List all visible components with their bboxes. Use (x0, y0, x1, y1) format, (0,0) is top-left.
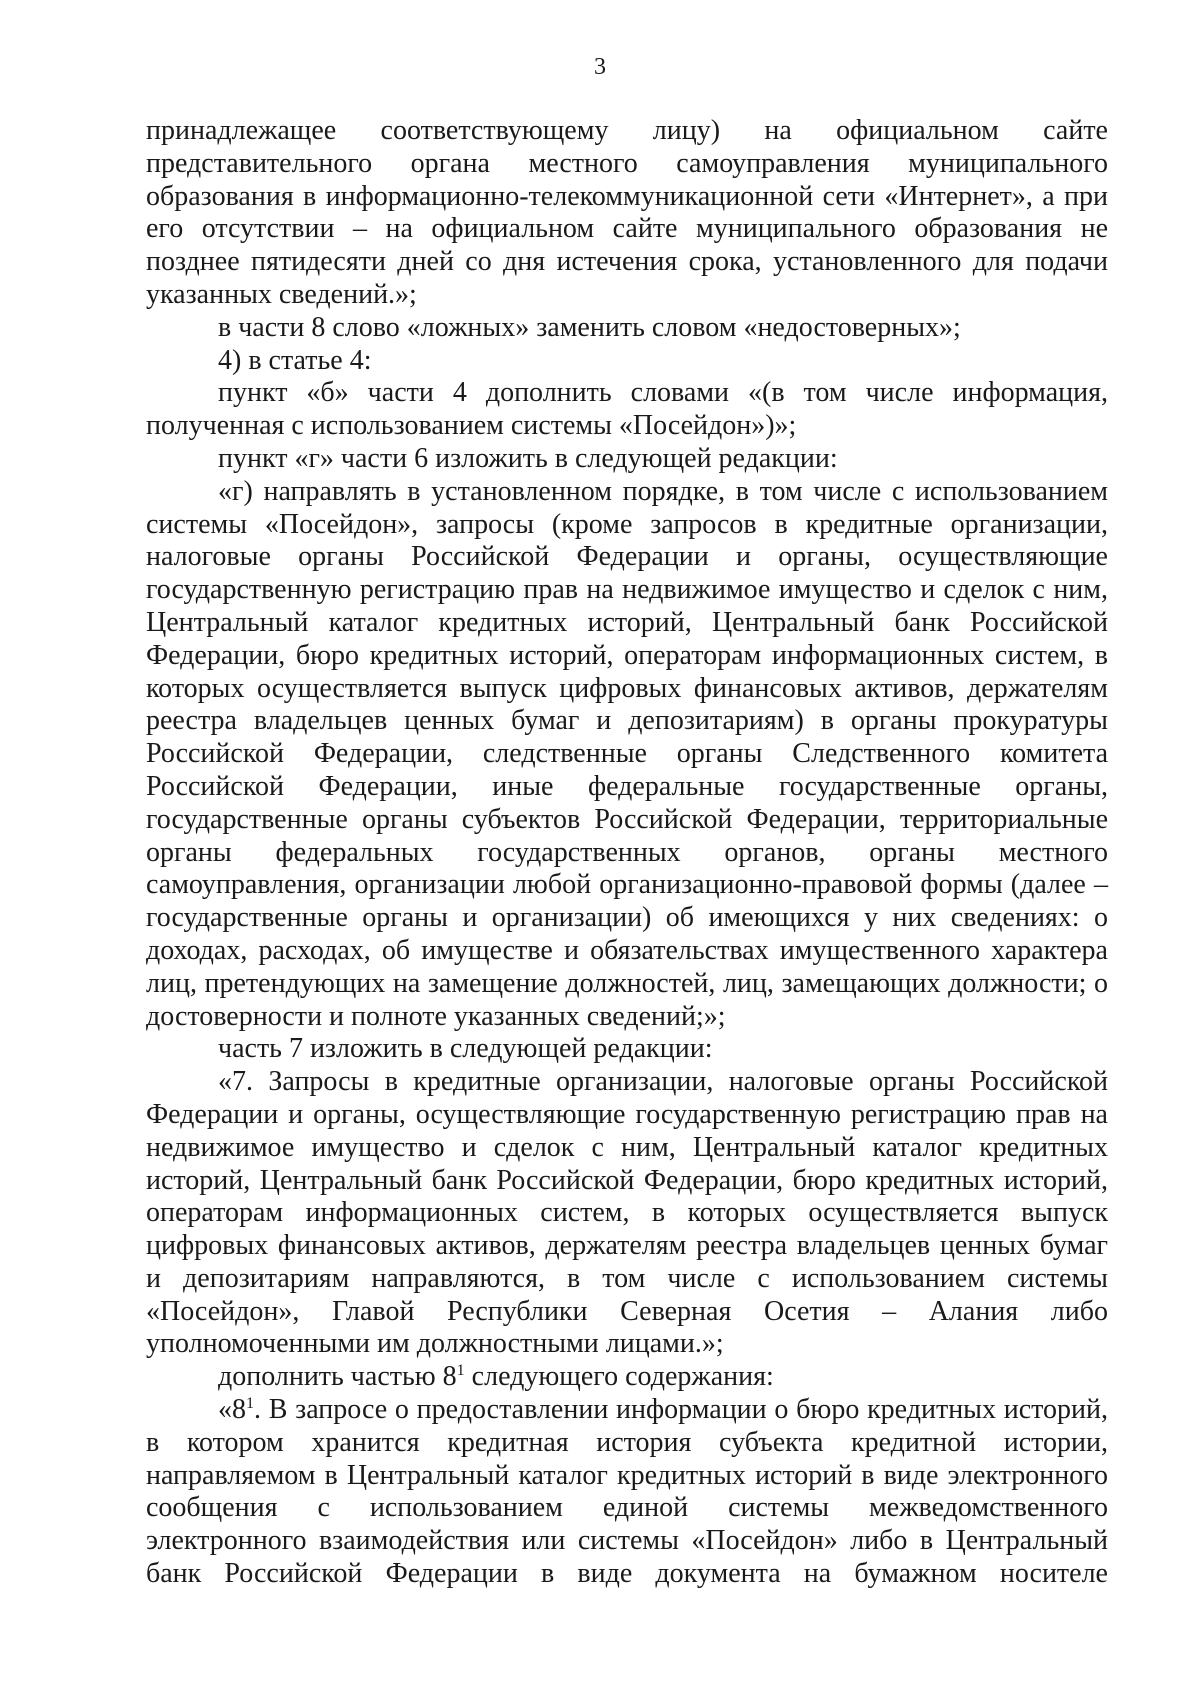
paragraph-item-b-amendment: пункт «б» части 4 дополнить словами «(в том числе информация, полученная с использованием системы «Посейдон»)»; (146, 377, 1108, 442)
document-body (146, 115, 1108, 1591)
page-number: 3 (594, 54, 606, 80)
superscript: 1 (246, 1395, 254, 1413)
paragraph-part-7-text: «7. Запросы в кредитные организации, налоговые органы Российской Федерации и органы, осуществляющие государственную регистрацию прав на недвижимое имущество и сделок с ним, Центральный каталог кредитных историй, Центральный банк Российской Федерации, бюро кредитных историй, операторам информационных систем, в которых осуществляется выпуск цифровых финансовых активов, держателям реестра владельцев ценных бумаг и депозитариям направляются, в том числе с использованием системы «Посейдон», Главой Республики Северная Осетия – Алания либо уполномоченными им должностными лицами.»; (146, 1066, 1108, 1360)
paragraph-article-4-heading: 4) в статье 4: (218, 344, 372, 376)
text-segment: . В запросе о предоставлении информации о бюро кредитных историй, в котором хранится кредитная история субъекта кредитной истории, направляемом в Центральный каталог кредитных историй в виде электронного сообщения с использованием единой системы межведомственного электронного взаимодействия или системы «Посейдон» либо в Центральный банк Российской Федерации в виде документа на бумажном носителе (146, 1394, 1108, 1590)
paragraph-part-8-1-text (146, 1394, 1108, 1591)
text-segment: следующего содержания: (464, 1361, 774, 1393)
text-segment: дополнить частью 8 (218, 1361, 457, 1393)
paragraph-continuation: принадлежащее соответствующему лицу) на официальном сайте представительного органа местного самоуправления муниципального образования в информационно-телекоммуникационной сети «Интернет», а при его отсутствии – на официальном сайте муниципального образования не позднее пятидесяти дней со дня истечения срока, установленного для подачи указанных сведений.»; (146, 115, 1108, 310)
text-segment: «8 (218, 1394, 246, 1426)
paragraph-item-g-text: «г) направлять в установленном порядке, в том числе с использованием системы «Посейдон», запросы (кроме запросов в кредитные организации, налоговые органы Российской Федерации и органы, осуществляющие государственную регистрацию прав на недвижимое имущество и сделок с ним, Центральный каталог кредитных историй, Центральный банк Российской Федерации, бюро кредитных историй, операторам информационных систем, в которых осуществляется выпуск цифровых финансовых активов, держателям реестра владельцев ценных бумаг и депозитариям) в органы прокуратуры Российской Федерации, следственные органы Следственного комитета Российской Федерации, иные федеральные государственные органы, государственные органы субъектов Российской Федерации, территориальные органы федеральных государственных органов, органы местного самоуправления, организации любой организационно-правовой формы (далее – государственные органы и организации) об имеющихся у них сведениях: о доходах, расходах, об имуществе и обязательствах имущественного характера лиц, претендующих на замещение должностей, лиц, замещающих должности; о достоверности и полноте указанных сведений;»; (146, 475, 1108, 1032)
paragraph-part-8-amendment: в части 8 слово «ложных» заменить словом «недостоверных»; (218, 311, 961, 343)
paragraph-part-7-intro: часть 7 изложить в следующей редакции: (218, 1033, 713, 1065)
paragraph-item-g-intro: пункт «г» части 6 изложить в следующей редакции: (218, 442, 838, 474)
superscript: 1 (456, 1362, 465, 1380)
paragraph-part-8-1-intro (146, 1361, 1108, 1394)
